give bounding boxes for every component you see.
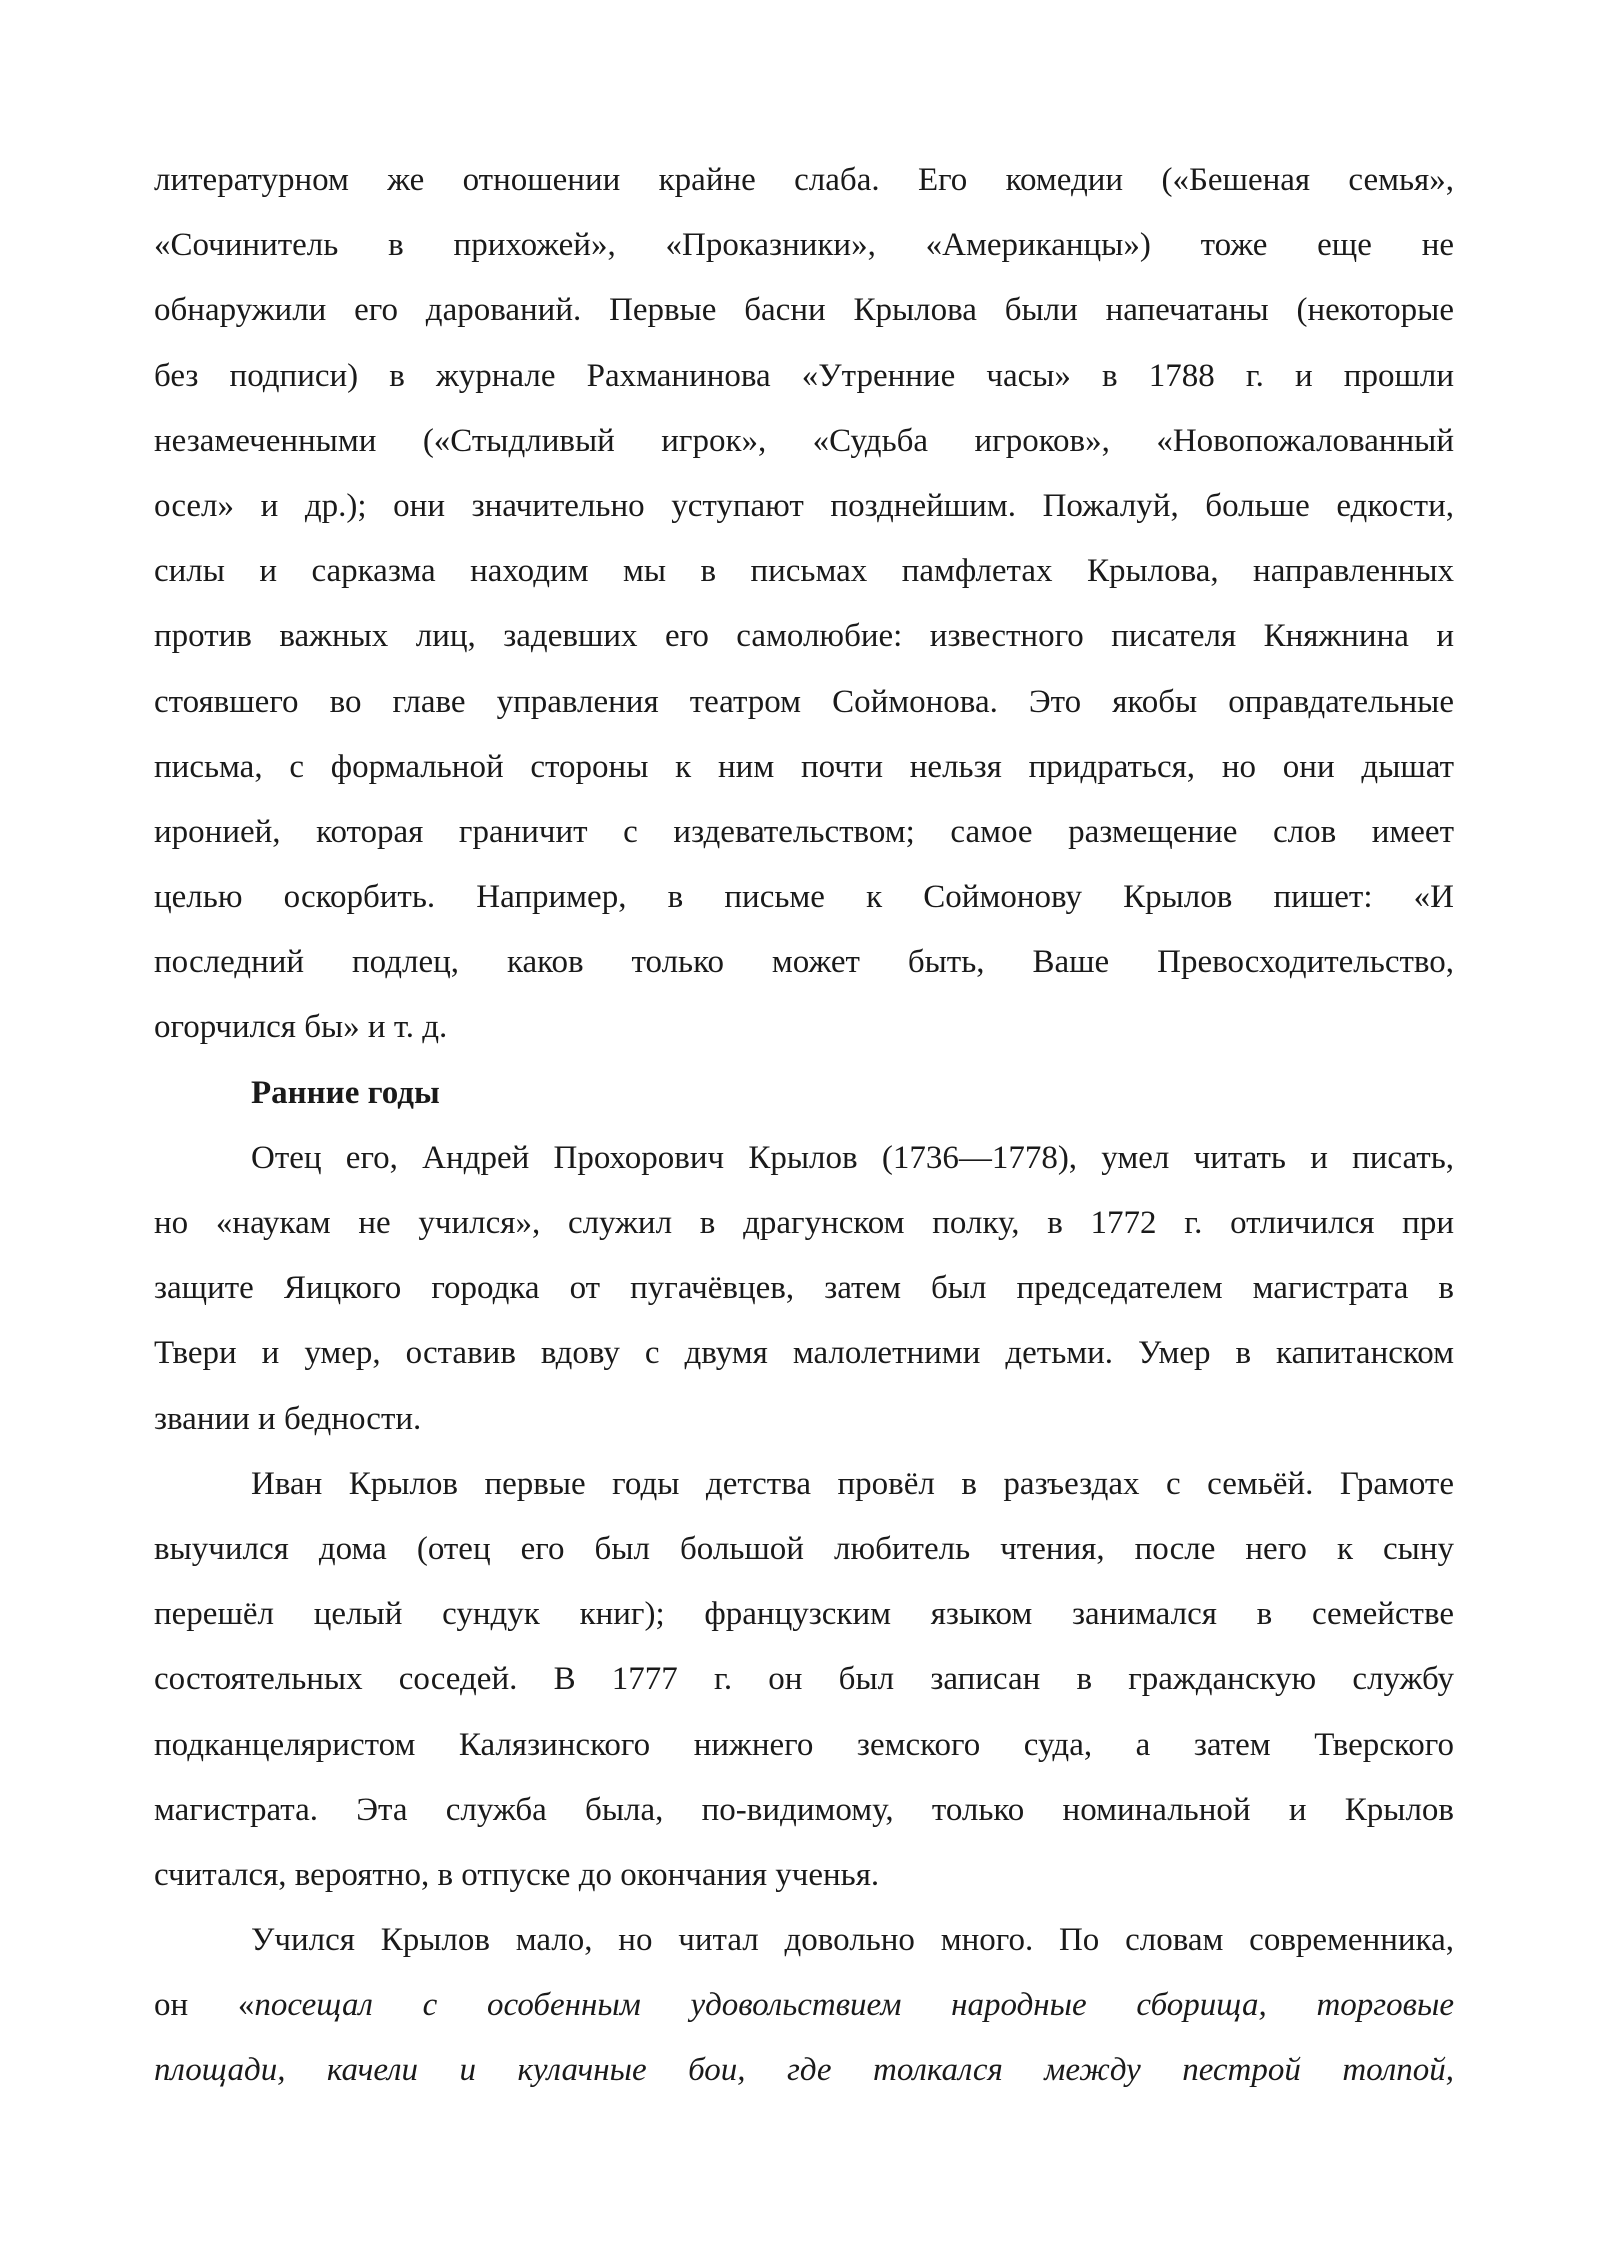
paragraph-line: последний подлец, каков только может быть, Ваше Превосходительство, [154,944,1454,981]
paragraph-line: иронией, которая граничит с издевательством; самое размещение слов имеет [154,813,1454,850]
paragraph-line: звании и бедности. [154,1400,422,1437]
paragraph-line: Отец его, Андрей Прохорович Крылов (1736—1778), умел читать и писать, [251,1139,1454,1176]
paragraph-line: целью оскорбить. Например, в письме к Соймонову Крылов пишет: «И [154,879,1454,916]
paragraph-line: Иван Крылов первые годы детства провёл в разъездах с семьёй. Грамоте [251,1465,1454,1502]
italic-quote-line: площади, качели и кулачные бои, где толкался между пестрой толпой, [154,2052,1454,2089]
paragraph-line: состоятельных соседей. В 1777 г. он был записан в гражданскую службу [154,1661,1454,1698]
paragraph-line: стоявшего во главе управления театром Соймонова. Это якобы оправдательные [154,683,1454,720]
paragraph-line: обнаружили его дарований. Первые басни Крылова были напечатаны (некоторые [154,292,1454,329]
paragraph-line: но «наукам не учился», служил в драгунском полку, в 1772 г. отличился при [154,1205,1454,1241]
document-body [154,148,1454,2104]
italic-quote: посещал с особенным удовольствием народные сборища, торговые [254,1987,1454,2024]
paragraph-line: выучился дома (отец его был большой любитель чтения, после него к сыну [154,1530,1454,1567]
paragraph-line: Учился Крылов мало, но читал довольно много. По словам современника, [251,1922,1454,1959]
line-prefix: он « [154,1987,255,2024]
paragraph-line: считался, вероятно, в отпуске до окончания ученья. [154,1856,880,1893]
paragraph-line: силы и сарказма находим мы в письмах памфлетах Крылова, направленных [154,553,1454,590]
paragraph-line: подканцеляристом Калязинского нижнего земского суда, а затем Тверского [154,1726,1454,1763]
paragraph-line: незамеченными («Стыдливый игрок», «Судьба игроков», «Новопожалованный [154,422,1454,459]
paragraph-line: «Сочинитель в прихожей», «Проказники», «Американцы») тоже еще не [154,227,1454,264]
paragraph-line: Твери и умер, оставив вдову с двумя малолетними детьми. Умер в капитанском [154,1335,1454,1372]
paragraph-line: литературном же отношении крайне слаба. Его комедии («Бешеная семья», [154,162,1454,198]
section-heading: Ранние годы [251,1074,440,1111]
paragraph-line: защите Яицкого городка от пугачёвцев, затем был председателем магистрата в [154,1270,1454,1307]
paragraph-line: без подписи) в журнале Рахманинова «Утренние часы» в 1788 г. и прошли [154,357,1454,394]
paragraph-line: против важных лиц, задевших его самолюбие: известного писателя Княжнина и [154,618,1454,655]
paragraph-line-mixed [154,1973,1454,2038]
paragraph-line: осел» и др.); они значительно уступают позднейшим. Пожалуй, больше едкости, [154,487,1454,524]
paragraph-line: магистрата. Эта служба была, по-видимому, только номинальной и Крылов [154,1791,1454,1828]
paragraph-line: перешёл целый сундук книг); французским языком занимался в семействе [154,1596,1454,1633]
paragraph-line: огорчился бы» и т. д. [154,1009,448,1046]
paragraph-line: письма, с формальной стороны к ним почти нельзя придраться, но они дышат [154,748,1454,785]
